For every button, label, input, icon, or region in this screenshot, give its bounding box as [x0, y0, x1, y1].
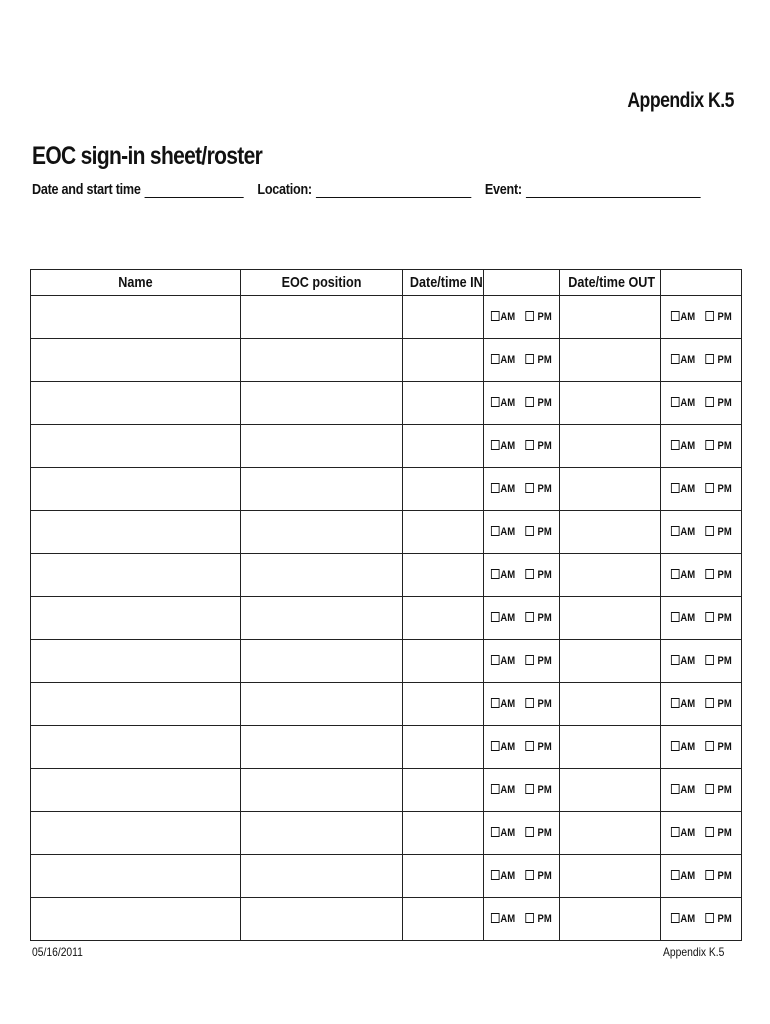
- time-in-cell[interactable]: [403, 296, 484, 339]
- am-label: AM: [680, 483, 695, 495]
- name-cell[interactable]: [31, 769, 241, 812]
- pm-label: PM: [717, 827, 732, 839]
- am-label: AM: [680, 569, 695, 581]
- pm-label: PM: [717, 698, 732, 710]
- am-label: AM: [500, 913, 516, 925]
- pm-label: PM: [717, 870, 732, 882]
- table-row: [31, 468, 742, 511]
- time-in-cell[interactable]: [403, 898, 484, 941]
- time-in-ampm-cell: [484, 296, 560, 339]
- position-cell[interactable]: [241, 769, 403, 812]
- time-out-am-checkbox[interactable]: [671, 311, 680, 321]
- time-out-cell[interactable]: [560, 339, 661, 382]
- footer-date: 05/16/2011: [32, 945, 83, 959]
- name-cell[interactable]: [31, 382, 241, 425]
- am-label: AM: [500, 655, 516, 667]
- time-out-cell[interactable]: [560, 425, 661, 468]
- time-in-pm-checkbox[interactable]: [526, 354, 535, 364]
- am-label: AM: [680, 784, 695, 796]
- pm-label: PM: [537, 655, 552, 667]
- time-in-am-checkbox[interactable]: [491, 655, 500, 665]
- table-row: [31, 812, 742, 855]
- time-in-cell[interactable]: [403, 468, 484, 511]
- position-cell[interactable]: [241, 726, 403, 769]
- time-out-pm-checkbox[interactable]: [705, 526, 714, 536]
- position-cell[interactable]: [241, 468, 403, 511]
- table-row: [31, 726, 742, 769]
- time-in-pm-checkbox[interactable]: [526, 741, 535, 751]
- am-label: AM: [500, 526, 516, 538]
- column-header-name: Name: [31, 270, 241, 296]
- time-in-pm-checkbox[interactable]: [526, 827, 535, 837]
- time-out-ampm-cell: [661, 468, 742, 511]
- time-out-ampm-cell: [661, 640, 742, 683]
- am-label: AM: [680, 526, 695, 538]
- column-header-blank: [661, 270, 742, 296]
- name-cell[interactable]: [31, 468, 241, 511]
- time-in-cell[interactable]: [403, 511, 484, 554]
- time-out-ampm-cell: [661, 726, 742, 769]
- am-label: AM: [680, 311, 695, 323]
- time-out-ampm-cell: [661, 296, 742, 339]
- position-cell[interactable]: [241, 425, 403, 468]
- time-in-ampm-cell: [484, 640, 560, 683]
- am-label: AM: [500, 741, 516, 753]
- time-in-am-checkbox[interactable]: [491, 913, 500, 923]
- position-cell[interactable]: [241, 855, 403, 898]
- time-out-am-checkbox[interactable]: [671, 569, 680, 579]
- table-row: [31, 296, 742, 339]
- time-out-ampm-cell: [661, 554, 742, 597]
- name-cell[interactable]: [31, 855, 241, 898]
- position-cell[interactable]: [241, 296, 403, 339]
- table-row: [31, 425, 742, 468]
- pm-label: PM: [537, 612, 552, 624]
- time-out-cell[interactable]: [560, 511, 661, 554]
- time-out-cell[interactable]: [560, 296, 661, 339]
- pm-label: PM: [717, 784, 732, 796]
- pm-label: PM: [537, 913, 552, 925]
- pm-label: PM: [717, 569, 732, 581]
- pm-label: PM: [717, 397, 732, 409]
- time-in-cell[interactable]: [403, 726, 484, 769]
- time-out-cell[interactable]: [560, 898, 661, 941]
- position-cell[interactable]: [241, 683, 403, 726]
- time-in-pm-checkbox[interactable]: [526, 526, 535, 536]
- footer-appendix: Appendix K.5: [662, 945, 724, 959]
- name-cell[interactable]: [31, 898, 241, 941]
- time-in-cell[interactable]: [403, 640, 484, 683]
- pm-label: PM: [537, 397, 552, 409]
- time-in-pm-checkbox[interactable]: [526, 698, 535, 708]
- pm-label: PM: [717, 526, 732, 538]
- time-in-am-checkbox[interactable]: [491, 827, 500, 837]
- roster-table: [30, 269, 742, 941]
- am-label: AM: [500, 870, 516, 882]
- time-in-cell[interactable]: [403, 382, 484, 425]
- am-label: AM: [500, 612, 516, 624]
- table-row: [31, 382, 742, 425]
- time-in-ampm-cell: [484, 511, 560, 554]
- event-label: Event:: [484, 181, 522, 198]
- time-in-cell[interactable]: [403, 339, 484, 382]
- pm-label: PM: [537, 311, 552, 323]
- pm-label: PM: [537, 827, 552, 839]
- time-in-pm-checkbox[interactable]: [526, 397, 535, 407]
- date-start-field[interactable]: [145, 182, 244, 198]
- pm-label: PM: [717, 354, 732, 366]
- table-row: [31, 597, 742, 640]
- pm-label: PM: [537, 526, 552, 538]
- time-out-ampm-cell: [661, 769, 742, 812]
- am-label: AM: [680, 698, 695, 710]
- time-out-am-checkbox[interactable]: [671, 655, 680, 665]
- time-out-am-checkbox[interactable]: [671, 354, 680, 364]
- table-row: [31, 769, 742, 812]
- table-header-row: [31, 270, 742, 296]
- time-out-cell[interactable]: [560, 468, 661, 511]
- am-label: AM: [500, 827, 516, 839]
- am-label: AM: [680, 354, 695, 366]
- time-out-pm-checkbox[interactable]: [705, 913, 714, 923]
- pm-label: PM: [537, 870, 552, 882]
- position-cell[interactable]: [241, 597, 403, 640]
- time-out-cell[interactable]: [560, 683, 661, 726]
- location-field[interactable]: [316, 182, 471, 198]
- appendix-heading: Appendix K.5: [627, 89, 734, 112]
- time-out-cell[interactable]: [560, 812, 661, 855]
- table-row: [31, 511, 742, 554]
- time-out-am-checkbox[interactable]: [671, 483, 680, 493]
- pm-label: PM: [537, 354, 552, 366]
- time-in-ampm-cell: [484, 812, 560, 855]
- pm-label: PM: [537, 440, 552, 452]
- time-out-am-checkbox[interactable]: [671, 698, 680, 708]
- time-in-am-checkbox[interactable]: [491, 311, 500, 321]
- time-out-pm-checkbox[interactable]: [705, 483, 714, 493]
- position-cell[interactable]: [241, 812, 403, 855]
- time-in-cell[interactable]: [403, 683, 484, 726]
- time-in-cell[interactable]: [403, 769, 484, 812]
- position-cell[interactable]: [241, 554, 403, 597]
- table-row: [31, 898, 742, 941]
- pm-label: PM: [717, 483, 732, 495]
- table-row: [31, 855, 742, 898]
- time-in-am-checkbox[interactable]: [491, 698, 500, 708]
- time-in-pm-checkbox[interactable]: [526, 612, 535, 622]
- position-cell[interactable]: [241, 640, 403, 683]
- time-in-ampm-cell: [484, 898, 560, 941]
- time-in-pm-checkbox[interactable]: [526, 784, 535, 794]
- table-row: [31, 640, 742, 683]
- am-label: AM: [680, 741, 695, 753]
- position-cell[interactable]: [241, 382, 403, 425]
- time-in-pm-checkbox[interactable]: [526, 311, 535, 321]
- table-row: [31, 683, 742, 726]
- position-cell[interactable]: [241, 339, 403, 382]
- time-in-am-checkbox[interactable]: [491, 354, 500, 364]
- am-label: AM: [680, 827, 695, 839]
- time-in-cell[interactable]: [403, 554, 484, 597]
- pm-label: PM: [717, 741, 732, 753]
- time-in-am-checkbox[interactable]: [491, 741, 500, 751]
- pm-label: PM: [537, 698, 552, 710]
- time-in-pm-checkbox[interactable]: [526, 655, 535, 665]
- time-out-am-checkbox[interactable]: [671, 741, 680, 751]
- time-out-am-checkbox[interactable]: [671, 913, 680, 923]
- time-out-ampm-cell: [661, 812, 742, 855]
- time-out-am-checkbox[interactable]: [671, 526, 680, 536]
- time-out-pm-checkbox[interactable]: [705, 655, 714, 665]
- am-label: AM: [680, 913, 695, 925]
- time-in-ampm-cell: [484, 339, 560, 382]
- time-in-ampm-cell: [484, 769, 560, 812]
- time-in-am-checkbox[interactable]: [491, 397, 500, 407]
- am-label: AM: [680, 397, 695, 409]
- time-out-cell[interactable]: [560, 726, 661, 769]
- table-row: [31, 554, 742, 597]
- time-out-pm-checkbox[interactable]: [705, 741, 714, 751]
- time-in-pm-checkbox[interactable]: [526, 440, 535, 450]
- am-label: AM: [500, 354, 516, 366]
- time-out-ampm-cell: [661, 683, 742, 726]
- time-out-ampm-cell: [661, 898, 742, 941]
- pm-label: PM: [717, 311, 732, 323]
- time-out-cell[interactable]: [560, 597, 661, 640]
- time-out-ampm-cell: [661, 382, 742, 425]
- time-in-ampm-cell: [484, 597, 560, 640]
- time-out-ampm-cell: [661, 425, 742, 468]
- name-cell[interactable]: [31, 683, 241, 726]
- time-in-am-checkbox[interactable]: [491, 440, 500, 450]
- time-out-pm-checkbox[interactable]: [705, 784, 714, 794]
- roster-body: [31, 296, 742, 941]
- time-out-am-checkbox[interactable]: [671, 440, 680, 450]
- am-label: AM: [500, 397, 516, 409]
- time-out-pm-checkbox[interactable]: [705, 354, 714, 364]
- position-cell[interactable]: [241, 898, 403, 941]
- pm-label: PM: [717, 913, 732, 925]
- am-label: AM: [680, 655, 695, 667]
- time-in-pm-checkbox[interactable]: [526, 483, 535, 493]
- time-in-ampm-cell: [484, 855, 560, 898]
- time-out-cell[interactable]: [560, 855, 661, 898]
- time-in-am-checkbox[interactable]: [491, 870, 500, 880]
- time-out-pm-checkbox[interactable]: [705, 397, 714, 407]
- time-in-cell[interactable]: [403, 425, 484, 468]
- time-out-am-checkbox[interactable]: [671, 827, 680, 837]
- page-title: EOC sign-in sheet/roster: [32, 142, 263, 170]
- name-cell[interactable]: [31, 554, 241, 597]
- am-label: AM: [500, 698, 516, 710]
- time-in-cell[interactable]: [403, 597, 484, 640]
- pm-label: PM: [537, 483, 552, 495]
- am-label: AM: [500, 784, 516, 796]
- form-fields-row: [32, 181, 714, 198]
- pm-label: PM: [717, 440, 732, 452]
- pm-label: PM: [537, 741, 552, 753]
- am-label: AM: [500, 440, 516, 452]
- time-out-pm-checkbox[interactable]: [705, 827, 714, 837]
- time-out-ampm-cell: [661, 597, 742, 640]
- am-label: AM: [680, 870, 695, 882]
- pm-label: PM: [717, 612, 732, 624]
- time-in-ampm-cell: [484, 554, 560, 597]
- table-row: [31, 339, 742, 382]
- time-in-cell[interactable]: [403, 812, 484, 855]
- time-in-ampm-cell: [484, 425, 560, 468]
- time-out-pm-checkbox[interactable]: [705, 311, 714, 321]
- column-header-time-in: Date/time IN: [403, 270, 484, 296]
- name-cell[interactable]: [31, 425, 241, 468]
- time-in-ampm-cell: [484, 468, 560, 511]
- time-out-cell[interactable]: [560, 554, 661, 597]
- time-in-ampm-cell: [484, 683, 560, 726]
- time-out-pm-checkbox[interactable]: [705, 698, 714, 708]
- name-cell[interactable]: [31, 726, 241, 769]
- am-label: AM: [680, 612, 695, 624]
- time-out-cell[interactable]: [560, 640, 661, 683]
- name-cell[interactable]: [31, 339, 241, 382]
- column-header-blank: [484, 270, 560, 296]
- time-out-pm-checkbox[interactable]: [705, 569, 714, 579]
- am-label: AM: [500, 311, 516, 323]
- time-out-ampm-cell: [661, 855, 742, 898]
- time-in-am-checkbox[interactable]: [491, 483, 500, 493]
- time-out-pm-checkbox[interactable]: [705, 612, 714, 622]
- location-label: Location:: [257, 181, 312, 198]
- pm-label: PM: [537, 784, 552, 796]
- event-field[interactable]: [526, 182, 701, 198]
- time-in-am-checkbox[interactable]: [491, 526, 500, 536]
- time-out-ampm-cell: [661, 339, 742, 382]
- name-cell[interactable]: [31, 597, 241, 640]
- time-in-am-checkbox[interactable]: [491, 569, 500, 579]
- column-header-time-out: Date/time OUT: [560, 270, 661, 296]
- time-in-am-checkbox[interactable]: [491, 612, 500, 622]
- date-start-label: Date and start time: [32, 181, 141, 198]
- time-out-pm-checkbox[interactable]: [705, 440, 714, 450]
- time-in-ampm-cell: [484, 726, 560, 769]
- time-in-ampm-cell: [484, 382, 560, 425]
- time-in-pm-checkbox[interactable]: [526, 913, 535, 923]
- name-cell[interactable]: [31, 812, 241, 855]
- time-in-am-checkbox[interactable]: [491, 784, 500, 794]
- name-cell[interactable]: [31, 511, 241, 554]
- name-cell[interactable]: [31, 296, 241, 339]
- time-out-cell[interactable]: [560, 769, 661, 812]
- pm-label: PM: [717, 655, 732, 667]
- position-cell[interactable]: [241, 511, 403, 554]
- am-label: AM: [680, 440, 695, 452]
- time-out-cell[interactable]: [560, 382, 661, 425]
- time-out-am-checkbox[interactable]: [671, 612, 680, 622]
- time-out-pm-checkbox[interactable]: [705, 870, 714, 880]
- time-in-pm-checkbox[interactable]: [526, 870, 535, 880]
- name-cell[interactable]: [31, 640, 241, 683]
- am-label: AM: [500, 483, 516, 495]
- time-in-pm-checkbox[interactable]: [526, 569, 535, 579]
- time-out-am-checkbox[interactable]: [671, 870, 680, 880]
- time-out-am-checkbox[interactable]: [671, 784, 680, 794]
- am-label: AM: [500, 569, 516, 581]
- time-in-cell[interactable]: [403, 855, 484, 898]
- pm-label: PM: [537, 569, 552, 581]
- column-header-position: EOC position: [241, 270, 403, 296]
- time-out-ampm-cell: [661, 511, 742, 554]
- time-out-am-checkbox[interactable]: [671, 397, 680, 407]
